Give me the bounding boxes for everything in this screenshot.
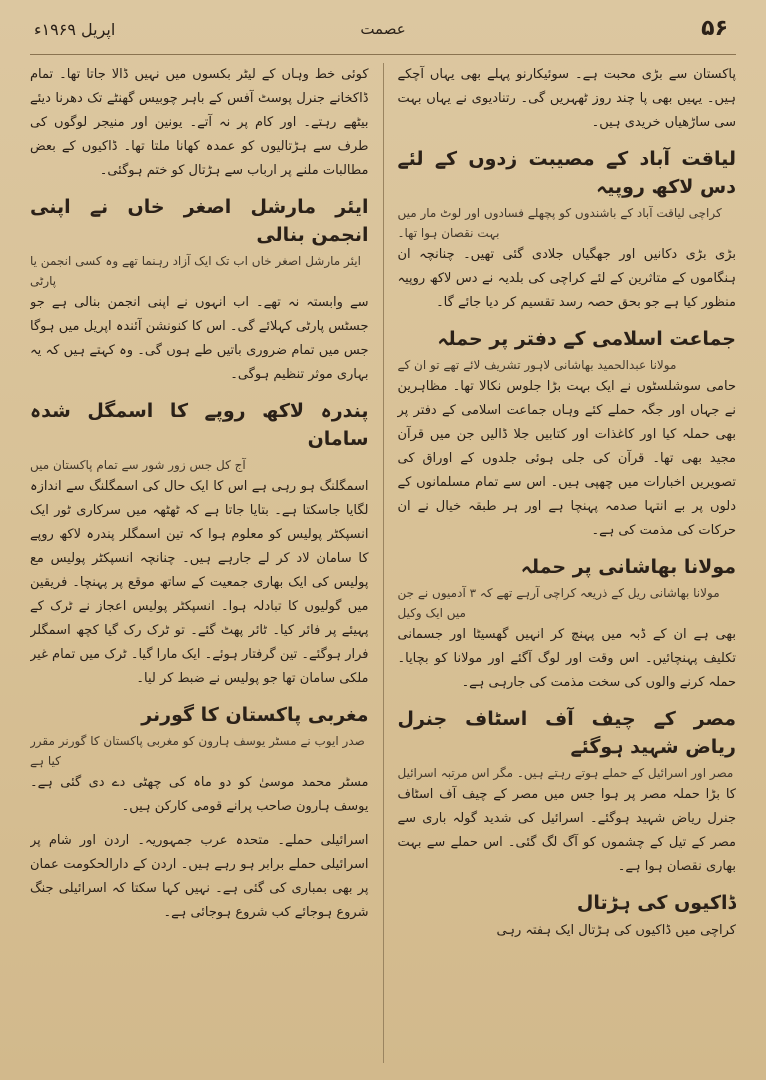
news-body: حامی سوشلسٹوں نے ایک بہت بڑا جلوس نکالا تھا۔ مظاہرین نے جہاں اور جگہ حملے کئے وہاں جماعت اسلامی کے دفتر پر بھی حملہ کیا اور کاغذات اور کتابیں جلا ڈالیں جن میں قرآن مجید بھی تھا۔ قرآن کی جلی ہوئی جلدوں کے اوراق کی تصویریں اخبارات میں چھپی ہیں۔ اس سے تمام مسلمانوں کے دلوں پر بے انتہا صدمہ پہنچا ہے اور ہر طبقہ خیال نے ان حرکات کی مذمت کی ہے۔ bbox=[397, 379, 736, 538]
issue-date: اپریل ۱۹۶۹ء bbox=[34, 20, 116, 39]
news-item bbox=[397, 325, 736, 543]
left-column bbox=[30, 63, 369, 1063]
news-item bbox=[30, 397, 369, 691]
news-subline: ایئر مارشل اصغر خاں اب تک ایک آزاد رہنما تھے وہ کسی انجمن یا پارٹی bbox=[30, 254, 361, 288]
news-headline: ڈاکیوں کی ہڑتال bbox=[576, 892, 736, 914]
news-headline: لیاقت آباد کے مصیبت زدوں کے لئے دس لاکھ روپیہ bbox=[397, 148, 736, 198]
news-body: بھی ہے ان کے ڈبہ میں پہنچ کر انہیں گھسیٹا اور جسمانی تکلیف پہنچائیں۔ اس وقت اور لوگ آگئے اور مولانا کو بچایا۔ حملہ کرنے والوں کی سخت مذمت کی جارہی ہے۔ bbox=[397, 627, 736, 690]
news-item bbox=[397, 889, 736, 943]
news-headline: پندرہ لاکھ روپے کا اسمگل شدہ سامان bbox=[30, 400, 369, 450]
news-body: کا بڑا حملہ مصر پر ہوا جس میں مصر کے چیف آف اسٹاف جنرل ریاض شہید ہوگئے۔ اسرائیل کی شدید گولہ باری سے مصر کے تیل کے چشموں کو آگ لگ گئی۔ اس حملے سے بہت بھاری نقصان ہوا ہے۔ bbox=[397, 787, 736, 874]
news-headline: مغربی پاکستان کا گورنر bbox=[141, 704, 369, 726]
news-subline: مولانا عبدالحمید بھاشانی لاہور تشریف لائے تھے تو ان کے bbox=[397, 358, 677, 372]
news-item bbox=[397, 63, 736, 135]
news-body: مسٹر محمد موسیٰ کو دو ماہ کی چھٹی دے دی گئی ہے۔ یوسف ہارون صاحب پرانے قومی کارکن ہیں۔ bbox=[30, 775, 369, 814]
news-body: پاکستان سے بڑی محبت ہے۔ سوئیکارنو پہلے بھی یہاں آچکے ہیں۔ یہیں بھی پا چند روز ٹھہریں گی۔ رتنادیوی نے یہاں بہت سی ساڑھیاں خریدی ہیں۔ bbox=[397, 67, 736, 130]
page-header bbox=[30, 14, 736, 55]
news-body: کراچی میں ڈاکیوں کی ہڑتال ایک ہفتہ رہی bbox=[496, 923, 736, 938]
magazine-name: عصمت bbox=[360, 20, 406, 38]
news-headline: ایئر مارشل اصغر خاں نے اپنی انجمن بنالی bbox=[30, 196, 369, 246]
right-column bbox=[397, 63, 736, 1063]
news-item bbox=[397, 705, 736, 879]
news-subline: کراچی لیاقت آباد کے باشندوں کو پچھلے فسادوں اور لوٹ مار میں بہت نقصان ہوا تھا۔ bbox=[397, 206, 722, 240]
news-item bbox=[30, 829, 369, 925]
news-item bbox=[30, 701, 369, 819]
text-columns bbox=[30, 63, 736, 1063]
news-body: کوئی خط وہاں کے لیٹر بکسوں میں نہیں ڈالا جاتا تھا۔ تمام ڈاکخانے جنرل پوسٹ آفس کے باہر چوبیس گھنٹے تک دھرنا دیئے بیٹھے رہتے۔ اور کام پر نہ آتے۔ یونین اور منیجر لوگوں کی طرف سے ہڑتالیوں کو عمدہ کھانا ملتا تھا۔ ڈاکیوں کے بعض مطالبات ملنے پر ارباب سے ہڑتال کو ختم ہوگئی۔ bbox=[30, 67, 369, 178]
news-headline: مولانا بھاشانی پر حملہ bbox=[520, 556, 736, 578]
news-headline: مصر کے چیف آف اسٹاف جنرل ریاض شہید ہوگئے bbox=[397, 708, 736, 758]
news-subline: مولانا بھاشانی ریل کے ذریعہ کراچی آرہے تھے کہ ۳ آدمیوں نے جن میں ایک وکیل bbox=[397, 586, 720, 620]
news-item bbox=[397, 553, 736, 695]
news-item bbox=[397, 145, 736, 315]
page-number: ۵۶ bbox=[701, 16, 728, 41]
news-item bbox=[30, 193, 369, 387]
news-subline: آج کل جس زور شور سے تمام پاکستان میں bbox=[30, 458, 246, 472]
news-body: بڑی بڑی دکانیں اور جھگیاں جلادی گئی تھیں۔ چنانچہ ان ہنگاموں کے متاثرین کے لئے کراچی کی بلدیہ نے دس لاکھ روپیہ منظور کیا ہے جو بحق حصہ رسد تقسیم کر دیا جائے گا۔ bbox=[397, 247, 736, 310]
news-body: سے وابستہ نہ تھے۔ اب انہوں نے اپنی انجمن بنالی ہے جو جسٹس پارٹی کہلائے گی۔ اس کا کنونشن آئندہ اپریل میں ہوگا جس میں تمام ضروری باتیں طے ہوں گی۔ وہ کہتے ہیں کہ یہ بہاری موثر تنظیم ہوگی۔ bbox=[30, 295, 369, 382]
column-divider bbox=[383, 63, 384, 1063]
news-item bbox=[30, 63, 369, 183]
news-subline: صدر ایوب نے مسٹر یوسف ہارون کو مغربی پاکستان کا گورنر مقرر کیا ہے bbox=[30, 734, 365, 768]
news-subline: مصر اور اسرائیل کے حملے ہوتے رہتے ہیں۔ مگر اس مرتبہ اسرائیل bbox=[397, 766, 734, 780]
news-body: اسرائیلی حملے۔ متحدہ عرب جمہوریہ۔ اردن اور شام پر اسرائیلی حملے برابر ہو رہے ہیں۔ اردن کے دارالحکومت عمان پر بھی بمباری کی گئی ہے۔ نہیں کہا سکتا کہ اسرائیلی جنگ شروع ہوجائے کب شروع ہوجائی ہے۔ bbox=[30, 833, 369, 920]
news-body: اسمگلنگ ہو رہی ہے اس کا ایک حال کی اسمگلنگ سے اندازہ لگایا جاسکتا ہے۔ بتایا جاتا ہے کہ ٹھٹھہ میں سرکاری ٹور ایک انسپکٹر پولیس کو معلوم ہوا کہ تین اسمگلر پندرہ لاکھ روپے کا سامان لاد کر لے جارہے ہیں۔ چنانچہ انسپکٹر پولیس مع پولیس کی ایک بھاری جمعیت کے ساتھ موقع پر پہنچا۔ فریقین میں گولیوں کا تبادلہ ہوا۔ انسپکٹر پولیس اعجاز نے ٹرک کے پہیئے پر فائر کیا۔ ٹائر پھٹ گئے۔ تو ٹرک رک گیا کچھ اسمگلر فرار ہوگئے۔ تین گرفتار ہوئے۔ ایک مارا گیا۔ ٹرک میں تمام غیر ملکی سامان تھا جو پولیس نے ضبط کر لیا۔ bbox=[30, 479, 369, 686]
news-headline: جماعت اسلامی کے دفتر پر حملہ bbox=[437, 328, 736, 350]
